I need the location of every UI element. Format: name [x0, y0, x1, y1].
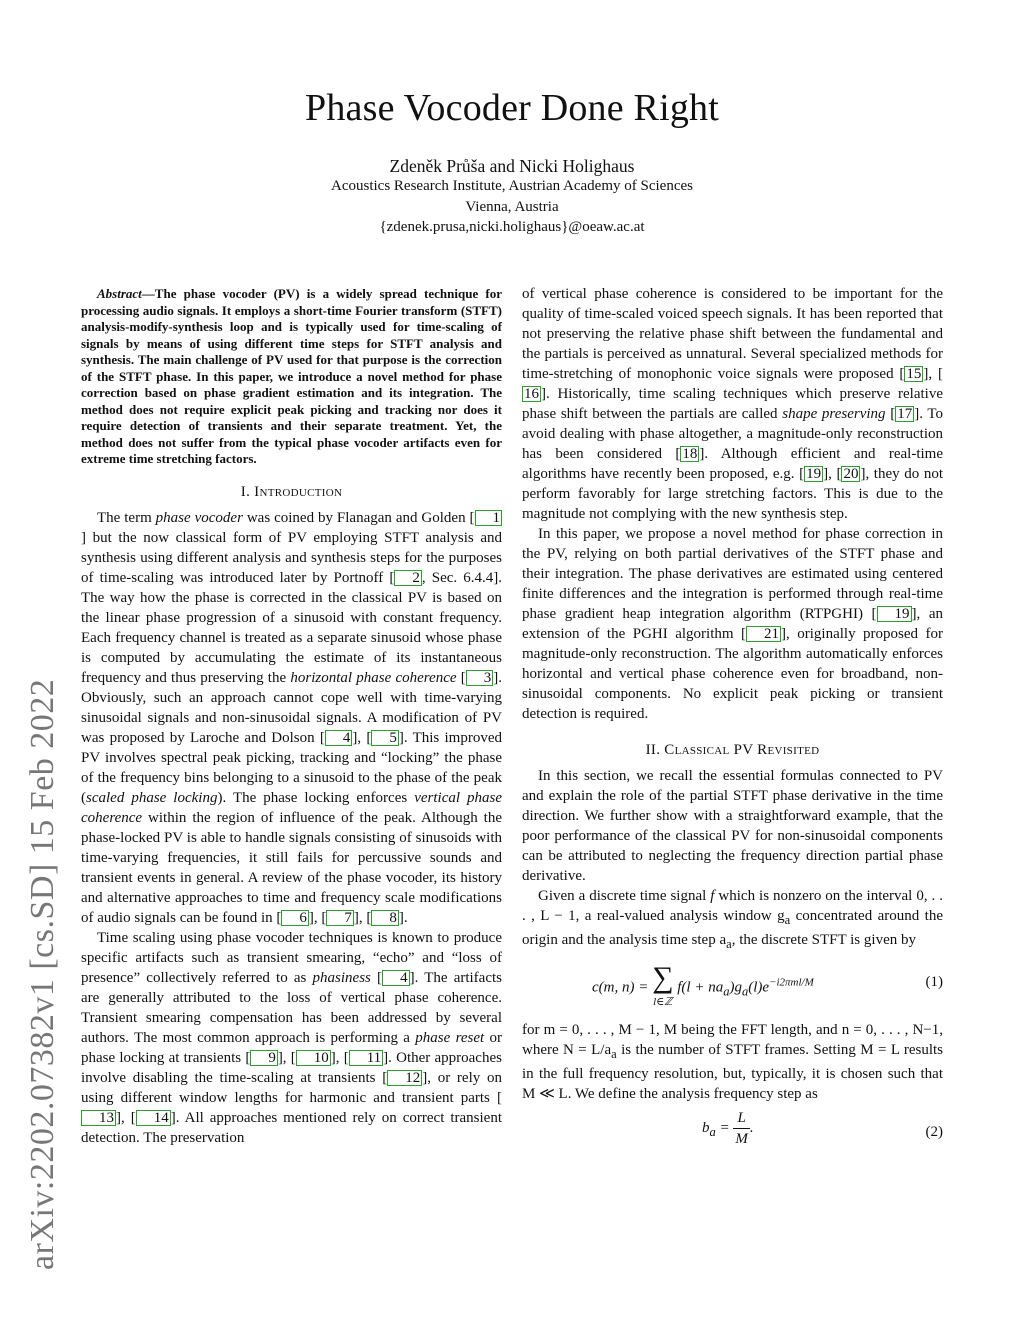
- text-run: of vertical phase coherence is considered to be important for the quality of time-scaled voiced speech signals. It has been reported that not preserving the relative phase shift between the fundamental and the partials is perceived as unnatural. Several specialized methods for time-stretching of monophonic voice signals were proposed: [522, 286, 943, 382]
- text-run: , Sec. 6.4.4]. The way how the phase is corrected in the classical PV is based on the linear phase progression of a sinusoid with constant frequency. Each frequency channel is treated as a separate sinusoid whose phase is computed by accumulating the estimate of its instantaneous frequency and thus preserving the: [81, 569, 503, 686]
- text-run: , or rely on using different window lengths for harmonic and transient parts: [81, 1069, 502, 1106]
- citation-link[interactable]: 8: [371, 910, 399, 926]
- emphasis: shape preserving: [782, 406, 886, 422]
- intro-paragraph-1: The term phase vocoder was coined by Flanagan and Golden [ 1] but the now classical form of PV employing STFT analysis and synthesis using different analysis and synthesis steps for the purposes of time-scaling was introduced later by Portnoff [ 2 , Sec. 6.4.4]. The way how the phase is corrected in the classical PV is based on the linear phase progression of a sinusoid with constant frequency. Each frequency channel is treated as a separate sinusoid whose phase is computed by accumulating the estimate of its instantaneous frequency and thus preserving the horizontal phase coherence [ 3 ]. Obviously, such an approach cannot cope well with time-varying sinusoidal signals and non-sinusoidal signals. A modification of PV was proposed by Laroche and Dolson [ 4 ], [ 5 ]. This improved PV involves spectral peak picking, tracking and “locking” the phase of the frequency bins belonging to a sinusoid to the phase of the peak (scaled phase locking). The phase locking enforces vertical phase coherence within the region of influence of the peak. Although the phase-locked PV is able to handle signals consisting of sinusoids with time-varying frequencies, it still fails for percussive sounds and transient events in general. A review of the phase vocoder, its history and alternative approaches to time and frequency scale modifications of audio signals can be found in [ 6 ], [ 7 ], [ 8 ].: [81, 509, 503, 926]
- equation-number: (1): [925, 974, 943, 990]
- section-heading-classical-pv: [522, 740, 943, 760]
- text-run: . This improved PV involves spectral peak picking, tracking and “locking” the phase of the frequency bins belonging to a sinusoid to the phase of the peak (: [81, 729, 502, 806]
- sigma: ∑: [652, 961, 674, 994]
- math-symbol: f: [710, 888, 715, 904]
- citation-link[interactable]: 16: [524, 386, 539, 402]
- text-run: for m = 0, . . . , M − 1, M being the FFT length, and n = 0, . . . , N−1, where N = L/a: [522, 1022, 943, 1058]
- arxiv-sidebar-stamp: arXiv:2202.07382v1 [cs.SD] 15 Feb 2022: [24, 678, 61, 1270]
- fraction: [733, 1108, 750, 1149]
- abstract: [81, 286, 502, 468]
- subscript: a: [741, 984, 749, 999]
- sum-index: l∈ℤ: [653, 996, 673, 1008]
- equation-lhs: b: [702, 1119, 710, 1136]
- emphasis: phasiness: [312, 969, 371, 986]
- citation-link[interactable]: 20: [843, 466, 859, 482]
- text-run: . Other approaches involve disabling the time-scaling at transients: [81, 1049, 502, 1086]
- abstract-lead: Abstract: [97, 286, 142, 301]
- text-run: In this paper, we propose a novel method for phase correction in the PV, relying on both partial derivatives of the STFT phase and their integration. The phase derivatives are estimated using centered finite differences and the integration is performed through real-time phase gradient heap integration algorithm (RTPGHI): [522, 526, 943, 622]
- equation-body: $b_a$ = $\frac{L}{M}$ .: [702, 1110, 754, 1147]
- exponent: −i2πml/M: [769, 976, 814, 989]
- text-run: Given a discrete time signal: [538, 888, 711, 904]
- citation-link[interactable]: 2: [394, 570, 422, 586]
- citation-link[interactable]: 19: [877, 606, 912, 622]
- text-run: . To avoid dealing with phase altogether, a magnitude-only reconstruction has been considered: [522, 406, 944, 462]
- equation-number: (2): [925, 1124, 943, 1140]
- section-title: Introduction: [254, 483, 343, 500]
- citation-link[interactable]: 4: [382, 970, 410, 986]
- text-run: , an extension of the PGHI algorithm: [522, 606, 943, 642]
- left-column: [81, 284, 502, 1148]
- text-run: , the discrete STFT is given by: [731, 932, 916, 948]
- section-number: II.: [645, 742, 661, 758]
- author-email: {zdenek.prusa,nicki.holighaus}@oeaw.ac.at: [379, 219, 645, 235]
- text-run: which is nonzero on the interval 0, . . . , L − 1, a real-valued analysis window g: [522, 888, 943, 924]
- equation-2: [522, 1108, 943, 1154]
- author-city: Vienna, Austria: [465, 199, 559, 215]
- citation-link[interactable]: 6: [281, 910, 309, 926]
- right-column: [522, 284, 943, 1154]
- equation-rhs: f(l + na: [677, 979, 724, 996]
- citation-link[interactable]: 15: [906, 366, 922, 382]
- subscript: a: [611, 1047, 617, 1061]
- text-run: was coined by Flanagan and Golden: [242, 509, 470, 526]
- citation-link[interactable]: 9: [250, 1050, 278, 1066]
- text-run: The term: [97, 509, 156, 526]
- text-run: . Historically, time scaling techniques which preserve relative phase shift between the partials are called: [522, 386, 943, 422]
- emphasis: phase vocoder: [155, 509, 243, 526]
- text-run: . The artifacts are generally attributed to the loss of vertical phase coherence. Transient smearing compensation has been addressed by several authors. The most common approach is performing a: [81, 969, 502, 1046]
- section2-paragraph-1: In this section, we recall the essential formulas connected to PV and explain the role of the partial STFT phase derivative in the time direction. We further show with a straightforward example, that the poor performance of the classical PV for non-sinusoidal components can be attributed to neglecting the frequency direction partial phase derivative.: [522, 768, 943, 884]
- section2-paragraph-2: [522, 886, 943, 954]
- emphasis: phase reset: [415, 1029, 485, 1046]
- abstract-text: —The phase vocoder (PV) is a widely spread technique for processing audio signals. It employs a short-time Fourier transform (STFT) analysis-modify-synthesis loop and is typically used for time-scaling of signals by means of using different time steps for STFT analysis and synthesis. The main challenge of PV used for that purpose is the correction of the STFT phase. In this paper, we introduce a novel method for phase correction based on phase gradient estimation and its integration. The method does not require explicit peak picking and tracking nor does it require detection of transients and their separate treatment. Yet, the method does not suffer from the typical phase vocoder artifacts even for extreme time stretching factors.: [81, 286, 502, 466]
- section-heading-introduction: [81, 482, 502, 502]
- paper-title: Phase Vocoder Done Right: [305, 87, 719, 129]
- citation-link[interactable]: 1: [475, 510, 503, 526]
- citation-link[interactable]: 21: [746, 626, 781, 642]
- citation-link[interactable]: 7: [326, 910, 354, 926]
- text-run: ). The phase locking enforces: [217, 789, 415, 806]
- text-run: or phase locking at transients: [81, 1029, 502, 1066]
- subscript: a: [709, 1124, 716, 1139]
- emphasis: vertical phase coherence: [81, 789, 503, 826]
- citation-link[interactable]: 18: [682, 446, 698, 462]
- equation-lhs: c(m, n) =: [592, 979, 653, 996]
- text-run: . All approaches mentioned rely on correct transient detection. The preservation: [81, 1109, 502, 1146]
- author-names: Zdeněk Průša and Nicki Holighaus: [389, 156, 635, 176]
- section2-paragraph-3: [522, 1020, 943, 1104]
- summation-symbol: [652, 961, 674, 1012]
- citation-link[interactable]: 13: [81, 1110, 116, 1126]
- text-run: . Although efficient and real-time algorithms have recently been proposed, e.g.: [522, 446, 943, 482]
- text-run: is the number of STFT frames. Setting M = L results in the full frequency resolution, but, typically, it is chosen such that M ≪ L. We define the analysis frequency step as: [522, 1042, 943, 1102]
- citation-link[interactable]: 4: [325, 730, 353, 746]
- text-run: , originally proposed for magnitude-only reconstruction. The algorithm automatically enforces horizontal and vertical phase coherence even for broadband, non-sinusoidal components. No explicit peak picking or transient detection is required.: [522, 626, 943, 722]
- intro-paragraph-3: of vertical phase coherence is considered to be important for the quality of time-scaled voiced speech signals. It has been reported that not preserving the relative phase shift between the fundamental and the partials is perceived as unnatural. Several specialized methods for time-stretching of monophonic voice signals were proposed [ 15 ], [16 ]. Historically, time scaling techniques which preserve relative phase shift between the partials are called shape preserving [ 17 ]. To avoid dealing with phase altogether, a magnitude-only reconstruction has been considered [ 18 ]. Although efficient and real-time algorithms have recently been proposed, e.g. [ 19 ], [ 20 ], they do not perform favorably for large stretching factors. This is due to the magnitude not complying with the new synthesis step.: [522, 286, 944, 522]
- text-run: , they do not perform favorably for large stretching factors. This is due to the magnitude not complying with the new synthesis step.: [522, 466, 943, 522]
- text-run: concentrated around the origin and the analysis time step a: [522, 908, 943, 948]
- citation-link[interactable]: 14: [136, 1110, 171, 1126]
- denominator: M: [735, 1131, 748, 1147]
- intro-paragraph-4: In this paper, we propose a novel method for phase correction in the PV, relying on both partial derivatives of the STFT phase and their integration. The phase derivatives are estimated using centered finite differences and the integration is performed through real-time phase gradient heap integration algorithm (RTPGHI) [ 19 ], an extension of the PGHI algorithm [ 21 ], originally proposed for magnitude-only reconstruction. The algorithm automatically enforces horizontal and vertical phase coherence even for broadband, non-sinusoidal components. No explicit peak picking or transient detection is required.: [522, 526, 943, 722]
- equation-body: [592, 961, 814, 1012]
- citation-link[interactable]: 17: [897, 406, 913, 422]
- section-title: Classical PV Revisited: [664, 742, 820, 758]
- subscript: a: [726, 937, 732, 951]
- equation-1: [522, 960, 943, 1014]
- author-affiliation: Acoustics Research Institute, Austrian Academy of Sciences: [331, 178, 693, 194]
- emphasis: scaled phase locking: [86, 789, 218, 806]
- subscript: a: [784, 913, 791, 927]
- citation-link[interactable]: 10: [296, 1050, 331, 1066]
- citation-link[interactable]: 11: [349, 1050, 383, 1066]
- citation-link[interactable]: 5: [371, 730, 399, 746]
- numerator: L: [733, 1108, 750, 1129]
- citation-link[interactable]: 19: [806, 466, 822, 482]
- intro-paragraph-2: Time scaling using phase vocoder techniques is known to produce specific artifacts such as transient smearing, “echo” and “loss of presence” collectively referred to as phasiness [ 4 ]. The artifacts are generally attributed to the loss of vertical phase coherence. Transient smearing compensation has been addressed by several authors. The most common approach is performing a phase reset or phase locking at transients [ 9 ], [ 10 ], [ 11 ]. Other approaches involve disabling the time-scaling at transients [ 12 ], or rely on using different window lengths for harmonic and transient parts [13 ], [ 14 ]. All approaches mentioned rely on correct transient detection. The preservation: [81, 929, 502, 1146]
- text-run: . Obviously, such an approach cannot cope well with time-varying sinusoidal signals and non-sinusoidal signals. A modification of PV was proposed by Laroche and Dolson: [81, 669, 503, 746]
- citation-link[interactable]: 3: [466, 670, 494, 686]
- text-run: Time scaling using phase vocoder techniques is known to produce specific artifacts such as transient smearing, “echo” and “loss of presence” collectively referred to as: [81, 929, 502, 986]
- equation-rhs: (l)e: [748, 979, 770, 996]
- text-run: within the region of influence of the peak. Although the phase-locked PV is able to handle signals consisting of sinusoids with time-varying frequencies, it still fails for percussive sounds and transient events in general. A review of the phase vocoder, its history and alternative approaches to time and frequency scale modifications of audio signals can be found in: [81, 809, 502, 926]
- citation-link[interactable]: 12: [387, 1070, 422, 1086]
- emphasis: horizontal phase coherence: [290, 669, 457, 686]
- section-number: I.: [240, 483, 251, 500]
- equation-rhs: )g: [729, 979, 742, 996]
- text-run: but the now classical form of PV employing STFT analysis and synthesis using different analysis and synthesis steps for the purposes of time-scaling was introduced later by Portnoff: [81, 529, 502, 586]
- subscript: a: [723, 984, 730, 999]
